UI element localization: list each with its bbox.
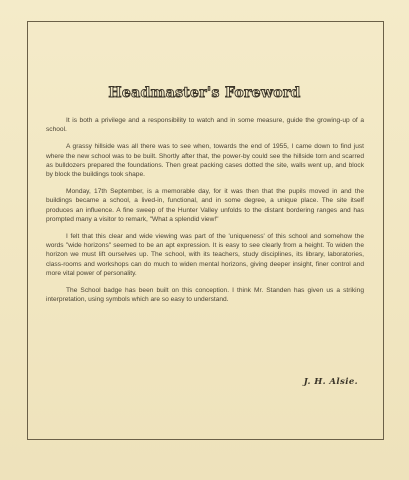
signature: J. H. Alsie.	[303, 377, 358, 387]
paragraph: It is both a privilege and a responsibility to watch and in some measure, guide the growing-up of a school.	[46, 117, 364, 134]
page-title: Headmaster's Foreword	[108, 85, 301, 101]
paragraph: A grassy hillside was all there was to see when, towards the end of 1955, I came down to find just where the new school was to be built. Shortly after that, the power-by could see the hillside torn and scarred as bulldozers prepared the foundations. Then great packing cases dotted the site, walls went up, and block by block the buildings took shape.	[46, 143, 364, 179]
paragraph: I felt that this clear and wide viewing was part of the 'uniqueness' of this school and somehow the words "wide horizons" seemed to be an apt expression. It is easy to see clearly from a height. To widen the horizon we must lift ourselves up. The school, with its teachers, study disciplines, its library, laboratories, class-rooms and workshops can do much to widen mental horizons, giving deeper insight, finer control and more vital power of personality.	[46, 233, 364, 277]
paragraph: The School badge has been built on this conception. I think Mr. Standen has given us a striking interpretation, using symbols which are so easy to understand.	[46, 287, 364, 304]
paragraph: Monday, 17th September, is a memorable day, for it was then that the pupils moved in and the buildings became a school, a lived-in, functional, and in some degree, a unique place. The site itself produces an influence. A fine sweep of the Hunter Valley unfolds to the distant bordering ranges and has prompted many a visitor to remark, "What a splendid view!"	[46, 188, 364, 223]
foreword-body	[46, 116, 364, 312]
